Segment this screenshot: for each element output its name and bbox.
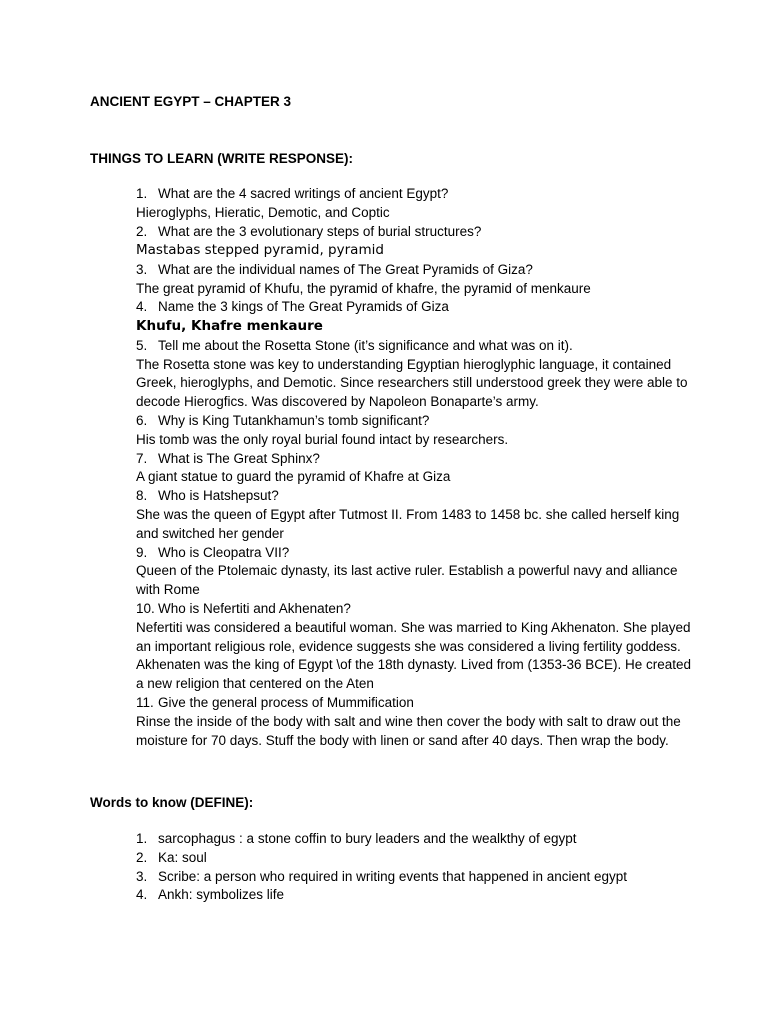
question-item [136,694,696,713]
word-number: 1. [136,831,148,846]
question-text: Name the 3 kings of The Great Pyramids of Giza [158,299,449,315]
question-text: Who is Nefertiti and Akhenaten? [158,600,351,616]
question-item [136,261,696,280]
answer-text: The Rosetta stone was key to understanding Egyptian hieroglyphic language, it contained Greek, hieroglyphs, and Demotic. Since researchers still understood greek they were able to decode Hierogfics. Was discovered by Napoleon Bonaparte’s army. [136,356,688,410]
question-number: 6. [136,412,148,428]
question-number: 1. [136,186,148,201]
question-item [0,600,696,619]
question-number: 3. [136,261,148,277]
answer-text: She was the queen of Egypt after Tutmost II. From 1483 to 1458 bc. she called herself king and switched her gender [136,506,680,541]
word-text: Ka: soul [158,849,207,865]
question-number: 7. [136,450,148,466]
question-item [136,450,696,469]
question-number: 11. [136,694,154,710]
word-text: sarcophagus : a stone coffin to bury leaders and the wealkthy of egypt [158,831,577,846]
question-text: Why is King Tutankhamun’s tomb significant? [158,412,430,428]
question-text: Give the general process of Mummification [158,694,414,710]
question-text: Who is Cleopatra VII? [158,544,290,560]
question-item [136,185,696,204]
section-heading-things-to-learn: THINGS TO LEARN (WRITE RESPONSE): [90,151,354,166]
word-item [136,849,696,868]
word-number: 2. [136,849,148,865]
word-item [136,886,696,905]
question-text: Tell me about the Rosetta Stone (it’s significance and what was on it). [158,337,573,353]
question-number: 9. [136,544,148,560]
document-title: ANCIENT EGYPT – CHAPTER 3 [90,94,292,109]
answer-text: His tomb was the only royal burial found intact by researchers. [136,431,509,447]
questions-list [136,185,696,750]
question-text: What is The Great Sphinx? [158,450,320,466]
word-text: Ankh: symbolizes life [158,887,285,903]
question-item [136,412,696,431]
question-number: 4. [136,299,148,315]
answer-text: The great pyramid of Khufu, the pyramid of khafre, the pyramid of menkaure [136,280,591,296]
question-item [136,544,696,563]
word-number: 3. [136,868,148,884]
question-number: 5. [136,337,148,353]
question-text: What are the individual names of The Great Pyramids of Giza? [158,261,533,277]
word-item [136,868,696,887]
question-item [136,298,696,317]
question-text: Who is Hatshepsut? [158,488,279,504]
question-item [136,223,696,242]
question-number: 8. [136,488,148,504]
section-heading-words-to-know: Words to know (DEFINE): [90,795,254,810]
answer-text: Rinse the inside of the body with salt and wine then cover the body with salt to draw out the moisture for 70 days. Stuff the body with linen or sand after 40 days. Then wrap the body. [136,713,681,748]
question-item [136,337,696,356]
question-number: 10. [136,600,155,616]
answer-text: Hieroglyphs, Hieratic, Demotic, and Coptic [136,204,390,220]
answer-text: Nefertiti was considered a beautiful woman. She was married to King Akhenaton. She played an important religious role, evidence suggests she was considered a living fertility goddess. Akhenaten was the king of Egypt \of the 18th dynasty. Lived from (1353-36 BCE). He created a new religion that centered on the Aten [136,619,692,692]
question-number: 2. [136,223,148,239]
answer-text: Queen of the Ptolemaic dynasty, its last active ruler. Establish a powerful navy and alliance with Rome [136,563,678,598]
question-text: What are the 3 evolutionary steps of burial structures? [158,223,482,239]
word-number: 4. [136,887,148,903]
question-item [136,487,696,506]
word-text: Scribe: a person who required in writing events that happened in ancient egypt [158,868,628,884]
answer-text: Mastabas stepped pyramid, pyramid [136,242,384,259]
answer-text: A giant statue to guard the pyramid of Khafre at Giza [136,469,451,485]
question-text: What are the 4 sacred writings of ancient Egypt? [158,186,449,201]
word-item [136,830,696,849]
words-list [136,830,696,905]
answer-text: Khufu, Khafre menkaure [136,318,323,335]
